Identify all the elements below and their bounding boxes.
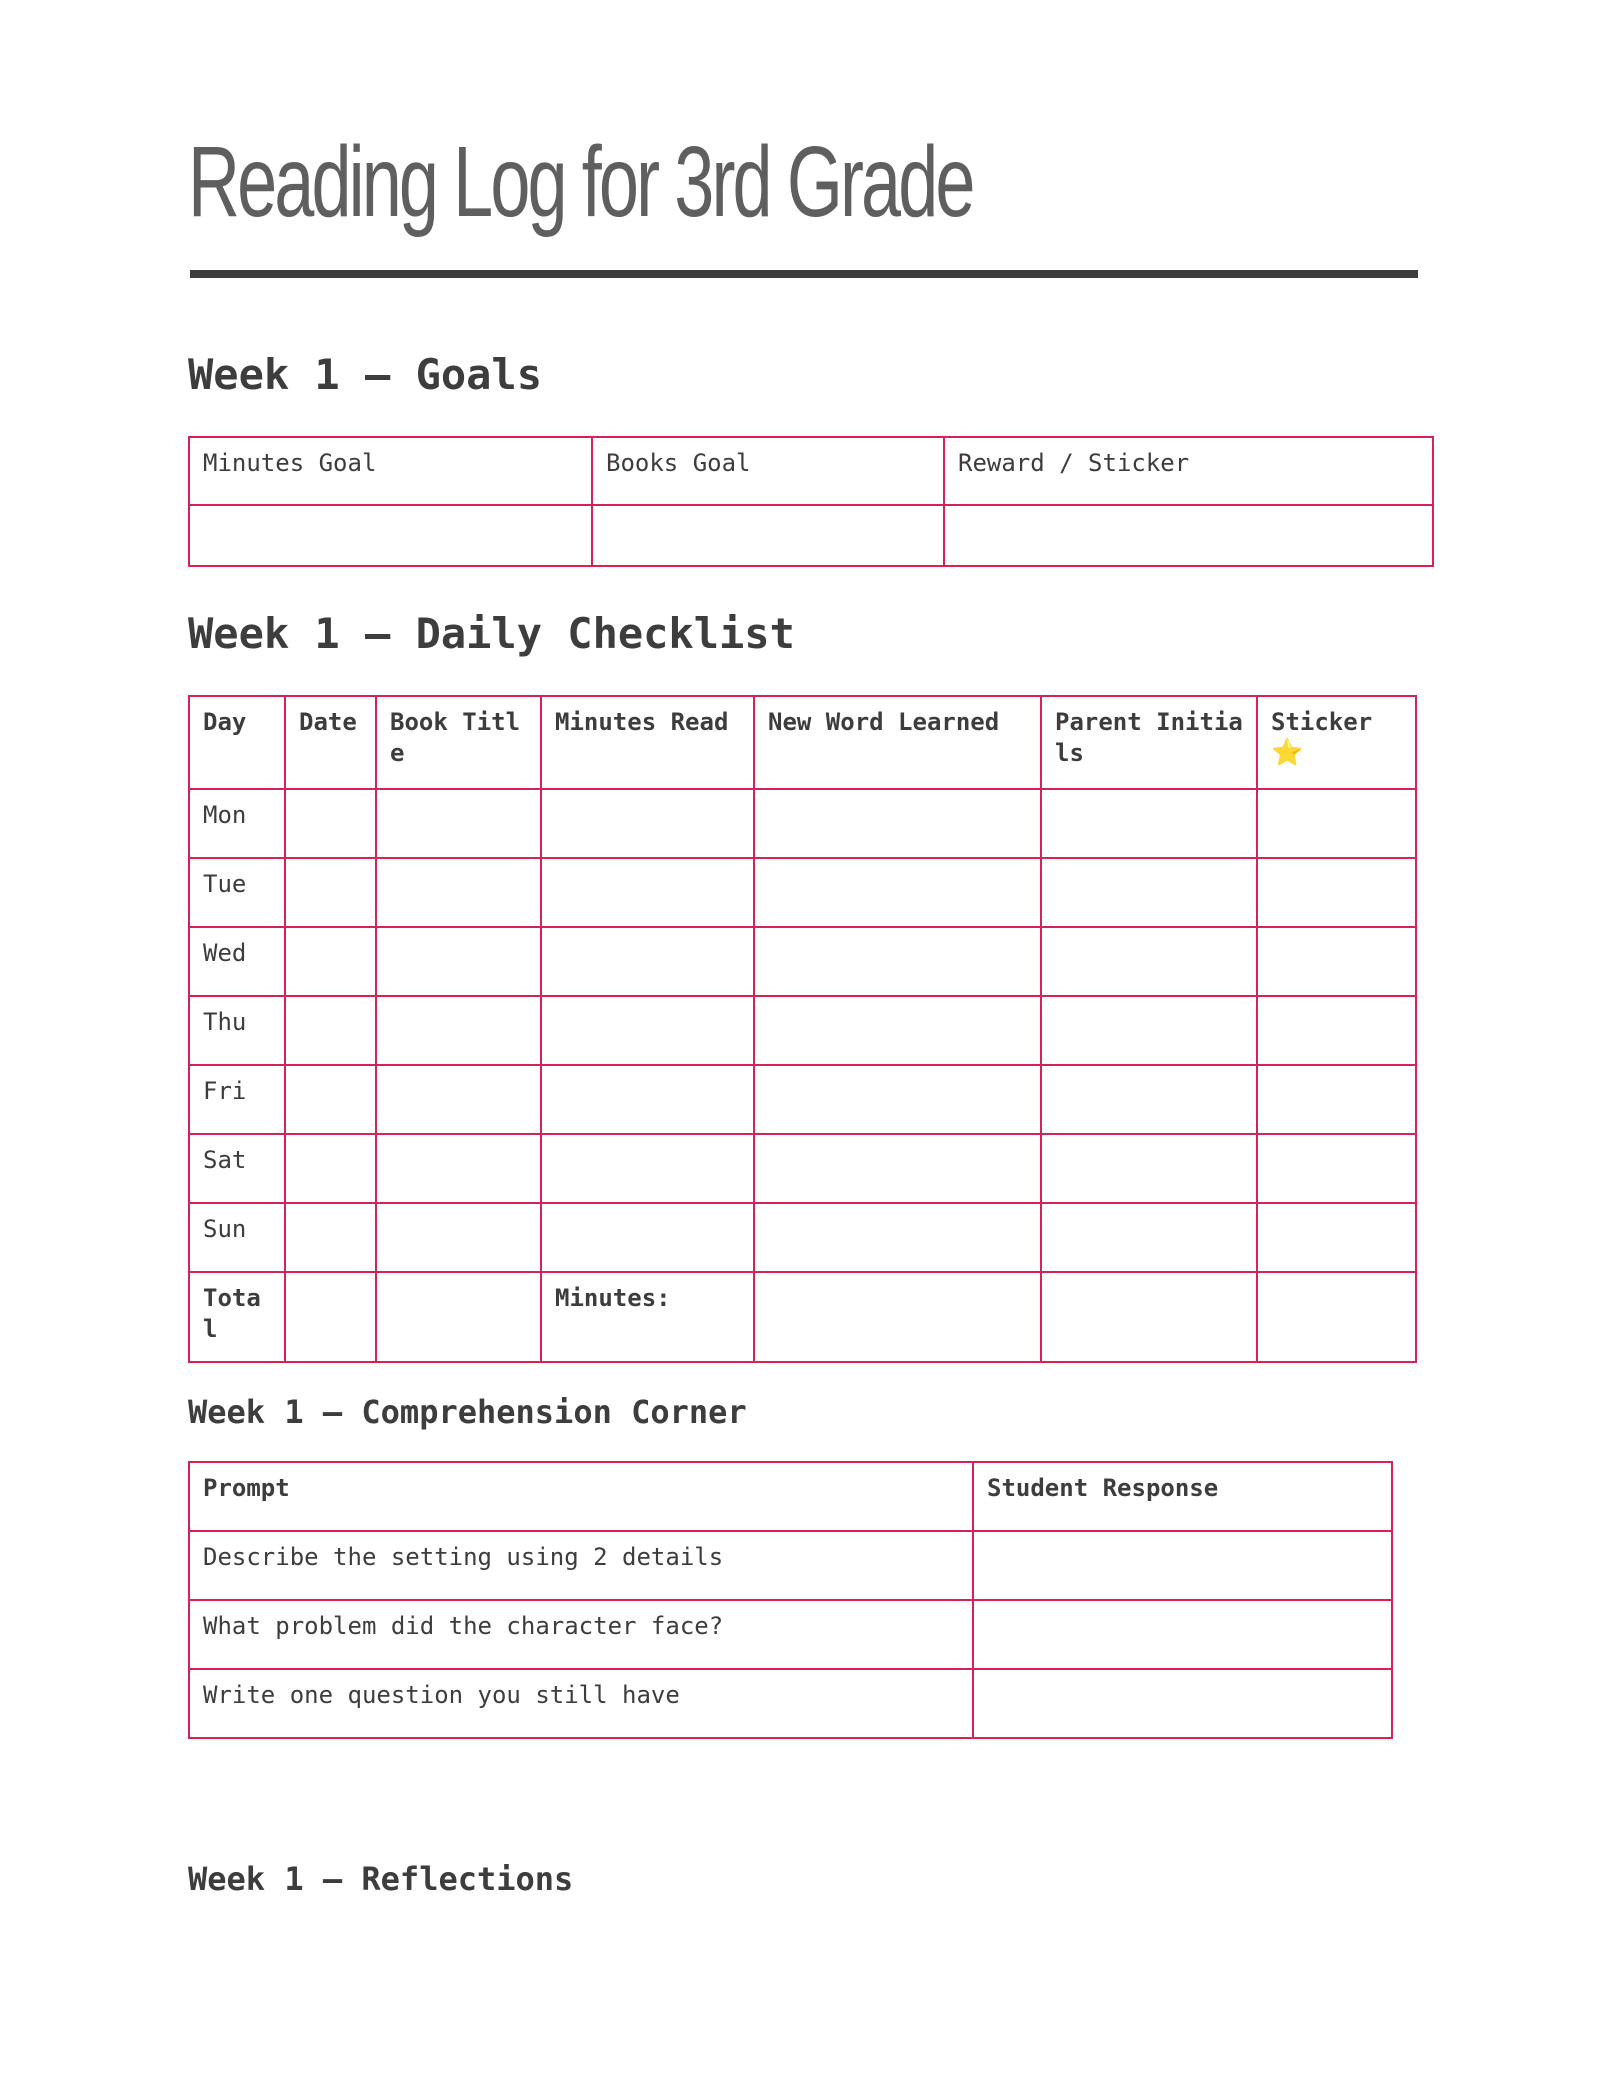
new-word-cell[interactable] bbox=[754, 1065, 1041, 1134]
book-title-cell[interactable] bbox=[376, 1065, 541, 1134]
reflections-heading: Week 1 – Reflections bbox=[188, 1860, 574, 1898]
date-cell[interactable] bbox=[285, 858, 376, 927]
title-divider bbox=[190, 270, 1418, 278]
col-minutes-read: Minutes Read bbox=[541, 696, 754, 789]
table-row bbox=[189, 1203, 1416, 1272]
day-label: Wed bbox=[189, 927, 285, 996]
sticker-cell[interactable] bbox=[1257, 927, 1416, 996]
initials-cell[interactable] bbox=[1041, 927, 1257, 996]
sticker-cell[interactable] bbox=[1257, 1203, 1416, 1272]
col-day: Day bbox=[189, 696, 285, 789]
reward-sticker-label: Reward / Sticker bbox=[944, 437, 1433, 505]
minutes-cell[interactable] bbox=[541, 1134, 754, 1203]
minutes-cell[interactable] bbox=[541, 1065, 754, 1134]
book-title-cell[interactable] bbox=[376, 1134, 541, 1203]
total-book-cell[interactable] bbox=[376, 1272, 541, 1362]
table-row bbox=[189, 858, 1416, 927]
book-title-cell[interactable] bbox=[376, 927, 541, 996]
books-goal-field[interactable] bbox=[592, 505, 944, 566]
minutes-cell[interactable] bbox=[541, 789, 754, 858]
day-label: Fri bbox=[189, 1065, 285, 1134]
day-label: Sun bbox=[189, 1203, 285, 1272]
col-prompt: Prompt bbox=[189, 1462, 973, 1531]
new-word-cell[interactable] bbox=[754, 1134, 1041, 1203]
goals-entry-row bbox=[189, 505, 1433, 566]
table-row bbox=[189, 1531, 1392, 1600]
checklist-heading: Week 1 – Daily Checklist bbox=[188, 609, 795, 658]
response-cell[interactable] bbox=[973, 1669, 1392, 1738]
initials-cell[interactable] bbox=[1041, 789, 1257, 858]
day-label: Tue bbox=[189, 858, 285, 927]
new-word-cell[interactable] bbox=[754, 1203, 1041, 1272]
date-cell[interactable] bbox=[285, 1203, 376, 1272]
book-title-cell[interactable] bbox=[376, 858, 541, 927]
sticker-cell[interactable] bbox=[1257, 996, 1416, 1065]
initials-cell[interactable] bbox=[1041, 858, 1257, 927]
day-label: Thu bbox=[189, 996, 285, 1065]
goals-heading: Week 1 – Goals bbox=[188, 350, 543, 399]
book-title-cell[interactable] bbox=[376, 789, 541, 858]
comprehension-header-row bbox=[189, 1462, 1392, 1531]
table-row bbox=[189, 1600, 1392, 1669]
date-cell[interactable] bbox=[285, 1065, 376, 1134]
col-sticker bbox=[1257, 696, 1416, 789]
daily-checklist-table bbox=[188, 695, 1417, 1363]
new-word-cell[interactable] bbox=[754, 996, 1041, 1065]
col-date: Date bbox=[285, 696, 376, 789]
day-label: Sat bbox=[189, 1134, 285, 1203]
minutes-total-label: Minutes: bbox=[541, 1272, 754, 1362]
initials-cell[interactable] bbox=[1041, 996, 1257, 1065]
date-cell[interactable] bbox=[285, 996, 376, 1065]
new-word-cell[interactable] bbox=[754, 789, 1041, 858]
comprehension-heading: Week 1 – Comprehension Corner bbox=[188, 1393, 747, 1431]
total-word-cell[interactable] bbox=[754, 1272, 1041, 1362]
sticker-cell[interactable] bbox=[1257, 789, 1416, 858]
minutes-cell[interactable] bbox=[541, 996, 754, 1065]
table-row bbox=[189, 789, 1416, 858]
sticker-label: Sticker bbox=[1271, 708, 1373, 736]
initials-cell[interactable] bbox=[1041, 1065, 1257, 1134]
col-parent-initials: Parent Initials bbox=[1041, 696, 1257, 789]
col-book-title: Book Title bbox=[376, 696, 541, 789]
sticker-cell[interactable] bbox=[1257, 1134, 1416, 1203]
sticker-cell[interactable] bbox=[1257, 1065, 1416, 1134]
minutes-cell[interactable] bbox=[541, 1203, 754, 1272]
new-word-cell[interactable] bbox=[754, 858, 1041, 927]
total-label: Total bbox=[189, 1272, 285, 1362]
response-cell[interactable] bbox=[973, 1531, 1392, 1600]
total-sticker-cell[interactable] bbox=[1257, 1272, 1416, 1362]
table-row bbox=[189, 927, 1416, 996]
book-title-cell[interactable] bbox=[376, 1203, 541, 1272]
goals-table bbox=[188, 436, 1434, 567]
prompt-text: Describe the setting using 2 details bbox=[189, 1531, 973, 1600]
col-student-response: Student Response bbox=[973, 1462, 1392, 1531]
minutes-goal-field[interactable] bbox=[189, 505, 592, 566]
book-title-cell[interactable] bbox=[376, 996, 541, 1065]
initials-cell[interactable] bbox=[1041, 1203, 1257, 1272]
response-cell[interactable] bbox=[973, 1600, 1392, 1669]
minutes-cell[interactable] bbox=[541, 858, 754, 927]
reward-sticker-field[interactable] bbox=[944, 505, 1433, 566]
table-row bbox=[189, 1669, 1392, 1738]
goals-header-row bbox=[189, 437, 1433, 505]
new-word-cell[interactable] bbox=[754, 927, 1041, 996]
initials-cell[interactable] bbox=[1041, 1134, 1257, 1203]
checklist-header-row bbox=[189, 696, 1416, 789]
minutes-goal-label: Minutes Goal bbox=[189, 437, 592, 505]
sticker-cell[interactable] bbox=[1257, 858, 1416, 927]
date-cell[interactable] bbox=[285, 1134, 376, 1203]
minutes-cell[interactable] bbox=[541, 927, 754, 996]
table-row bbox=[189, 996, 1416, 1065]
table-row bbox=[189, 1134, 1416, 1203]
total-row bbox=[189, 1272, 1416, 1362]
prompt-text: Write one question you still have bbox=[189, 1669, 973, 1738]
table-row bbox=[189, 1065, 1416, 1134]
col-new-word: New Word Learned bbox=[754, 696, 1041, 789]
date-cell[interactable] bbox=[285, 927, 376, 996]
total-initials-cell[interactable] bbox=[1041, 1272, 1257, 1362]
books-goal-label: Books Goal bbox=[592, 437, 944, 505]
star-icon: ⭐ bbox=[1271, 738, 1304, 768]
comprehension-table bbox=[188, 1461, 1393, 1739]
date-cell[interactable] bbox=[285, 789, 376, 858]
page-title: Reading Log for 3rd Grade bbox=[188, 126, 973, 238]
day-label: Mon bbox=[189, 789, 285, 858]
total-date-cell[interactable] bbox=[285, 1272, 376, 1362]
prompt-text: What problem did the character face? bbox=[189, 1600, 973, 1669]
